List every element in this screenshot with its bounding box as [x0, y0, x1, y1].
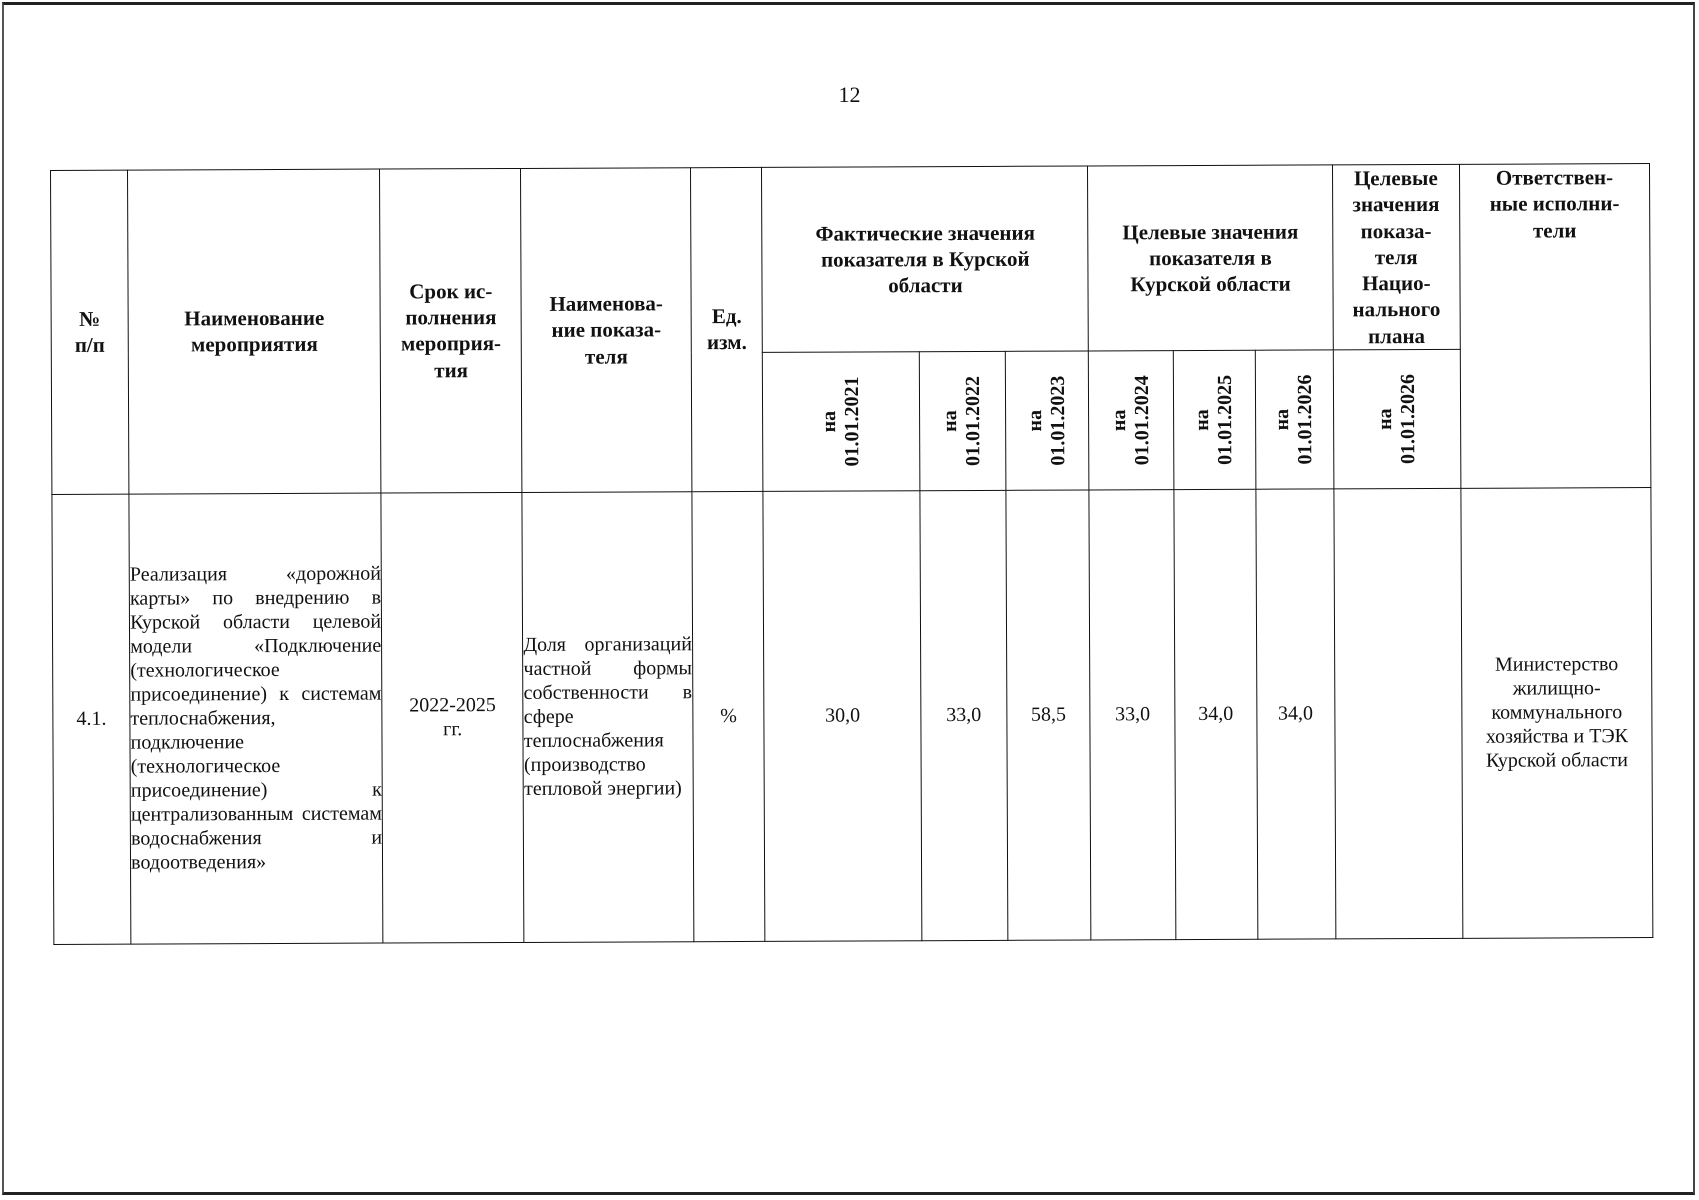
header-date-target-2024: на 01.01.2024: [1089, 350, 1174, 489]
cell-value-2026: 34,0: [1255, 489, 1335, 940]
indicators-table: [50, 163, 1653, 945]
header-date-actual-2023: на 01.01.2023: [1005, 351, 1089, 490]
table-row: [52, 487, 1653, 944]
cell-responsible: Министерство жилищно- коммунального хозяйства и ТЭК Курской области: [1461, 487, 1653, 938]
header-deadline: Срок ис- полнения мероприя- тия: [380, 168, 523, 492]
header-actual-values: Фактические значения показателя в Курской области: [762, 166, 1089, 352]
header-date-actual-2022: на 01.01.2022: [919, 351, 1005, 490]
header-unit: Ед. изм.: [690, 167, 763, 491]
header-row-top: [51, 164, 1651, 356]
header-date-national-2026: на 01.01.2026: [1333, 349, 1461, 489]
page-number: 12: [838, 82, 861, 107]
header-date-target-2025: на 01.01.2025: [1173, 350, 1255, 489]
cell-indicator: Доля организаций частной формы собственности в сфере теплоснабжения (производство тепловой энергии): [522, 491, 693, 942]
cell-event-name: Реализация «дорожной карты» по внедрению в Курской области целевой модели «Подключение (технологическое присоединение) к системам теплоснабжения, подключение (технологическое присоединение) к централизованным системам водоснабжения и водоотведения»: [129, 493, 383, 944]
cell-value-2023: 58,5: [1006, 490, 1092, 941]
cell-value-2025: 34,0: [1174, 489, 1257, 940]
cell-num: 4.1.: [52, 494, 131, 945]
header-target-values: Целевые значения показателя в Курской области: [1088, 165, 1333, 351]
cell-value-national-2026: [1334, 488, 1463, 939]
cell-value-2024: 33,0: [1089, 489, 1176, 940]
header-indicator: Наименова- ние показа- теля: [521, 168, 692, 492]
header-date-actual-2021: на 01.01.2021: [763, 351, 920, 491]
cell-deadline: 2022-2025 гг.: [381, 492, 524, 943]
header-date-target-2026: на 01.01.2026: [1255, 350, 1334, 489]
header-event-name: Наименование мероприятия: [128, 169, 381, 494]
header-national-plan: Целевые значения показа- теля Нацио- нального плана: [1332, 164, 1460, 349]
cell-unit: %: [692, 491, 766, 942]
cell-value-2022: 33,0: [920, 490, 1008, 941]
cell-value-2021: 30,0: [763, 490, 921, 941]
header-num: № п/п: [51, 170, 130, 494]
header-responsible: Ответствен- ные исполни- тели: [1459, 164, 1651, 489]
